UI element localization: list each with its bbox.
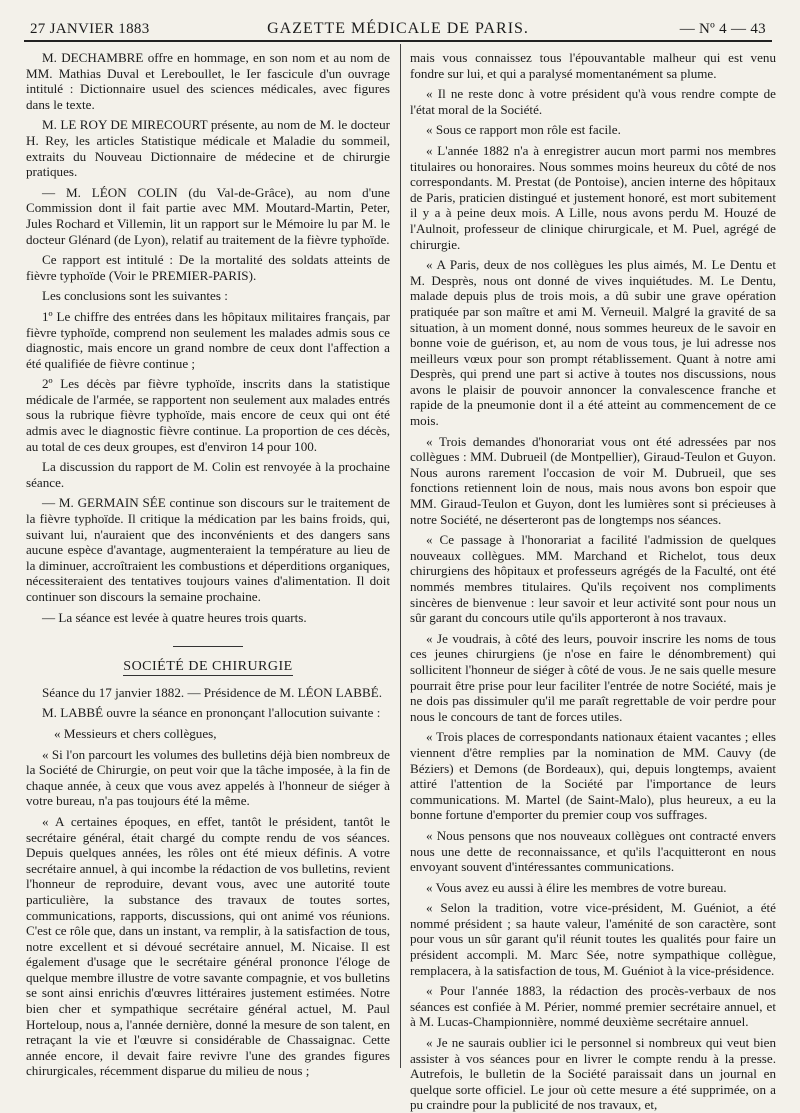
right-column [410, 50, 776, 1113]
paragraph: M. LE ROY DE MIRECOURT présente, au nom de M. le docteur H. Rey, les articles Statistique médicale et Maladie du sommeil, extraits du Nouveau Dictionnaire de médecine et de chirurgie pratiques. [26, 117, 390, 180]
paragraph: — M. LÉON COLIN (du Val-de-Grâce), au nom d'une Commission dont il fait partie avec MM. Moutard-Martin, Peter, Jules Rochard et Villemin, lit un rapport sur le Mémoire lu par M. le docteur Glénard (de Lyon), relatif au traitement de la fièvre typhoïde. [26, 184, 390, 247]
paragraph: Les conclusions sont les suivantes : [42, 288, 228, 304]
page-header [30, 14, 766, 38]
session-line: Séance du 17 janvier 1882. — Présidence de M. LÉON LABBÉ. [42, 684, 382, 700]
paragraph: « Selon la tradition, votre vice-président, M. Guéniot, a été nommé président ; sa haute valeur, l'aménité de son caractère, sont pour vous un sûr garant qu'il réunit toutes les qualités pour faire un président accompli. M. Marc Sée, notre sympathique collègue, remplacera, à la satisfaction de tous, M. Guéniot à la vice-présidence. [410, 900, 776, 978]
paragraph: « Nous pensons que nos nouveaux collègues ont contracté envers nous une dette de reconnaissance, et qu'ils l'acquitteront en nous envoyant souvent d'intéressantes communications. [410, 827, 776, 875]
column-divider [400, 44, 401, 1068]
paragraph: « Je voudrais, à côté des leurs, pouvoir inscrire les noms de tous ces jeunes chirurgiens (je n'ose en faire le dénombrement) qui sollicitent l'honneur de siéger à côté de vous. Je ne sais quelle mesure pourrait être prise pour leur faciliter l'entrée de notre Société, mais je ne dois pas dissimuler qu'il me paraît regrettable de voir perdre pour nous le concours de tant de forces utiles. [410, 630, 776, 724]
left-column [26, 50, 390, 1079]
paragraph: « Sous ce rapport mon rôle est facile. [426, 122, 621, 138]
issue-page-number: — Nº 4 — 43 [679, 21, 766, 37]
paragraph: mais vous connaissez tous l'épouvantable malheur qui est venu fondre sur lui, et qui a paralysé momentanément sa plume. [410, 50, 776, 81]
paragraph: M. LABBÉ ouvre la séance en prononçant l'allocution suivante : [42, 705, 381, 721]
header-rule [24, 40, 772, 42]
header-date: 27 JANVIER 1883 [30, 21, 150, 37]
paragraph: M. DECHAMBRE offre en hommage, en son nom et au nom de MM. Mathias Duval et Lereboullet, le Ier fascicule d'un ouvrage intitulé : Dictionnaire usuel des sciences médicales, avec figures dans le texte. [26, 50, 390, 112]
paragraph: 1º Le chiffre des entrées dans les hôpitaux militaires français, par fièvre typhoïde, comprend non seulement les malades admis sous ce diagnostic, mais encore un grand nombre de ceux dont l'affection a été qualifiée de fièvre continue ; [26, 308, 390, 371]
paragraph: Ce rapport est intitulé : De la mortalité des soldats atteints de fièvre typhoïde (Voir le PREMIER-PARIS). [26, 252, 390, 283]
paragraph: — La séance est levée à quatre heures trois quarts. [42, 609, 307, 625]
paragraph: « A Paris, deux de nos collègues les plus aimés, M. Le Dentu et M. Desprès, nous ont donné de vives inquiétudes. M. Le Dentu, malade depuis plus de trois mois, a dû subir une grave opération pratiquée par son maître et ami M. Verneuil. Malgré la gravité de sa situation, à un moment donné, nous sommes heureux de le savoir en bonne voie de guérison, et, au nom de vous tous, je lui adresse nos meilleurs vœux pour son prompt rétablissement. Quant à notre ami Desprès, qui prend une part si active à toutes nos discussions, nous avons le plaisir de pouvoir annoncer la convalescence franche et rapide de la pneumonie dont il a été atteint au commencement de ce mois. [410, 257, 776, 429]
paragraph: « Je ne saurais oublier ici le personnel si nombreux qui veut bien assister à vos séances pour en livrer le compte rendu à la presse. Autrefois, le bulletin de la Société paraissait dans un journal en quelque sorte officiel. Le jour où cette mesure a été supprimée, on a pu craindre pour la publicité de nos travaux, et, [410, 1035, 776, 1113]
paragraph: « Si l'on parcourt les volumes des bulletins déjà bien nombreux de la Société de Chirurgie, on peut voir que la tâche imposée, à la fin de chaque année, à ceux que vous avez appelés à l'honneur de siéger à votre bureau, n'a pas toujours été la même. [26, 746, 390, 809]
paragraph: « Vous avez eu aussi à élire les membres de votre bureau. [426, 879, 727, 895]
paragraph: « L'année 1882 n'a à enregistrer aucun mort parmi nos membres titulaires ou honoraires. Nous sommes moins heureux du côté de nos correspondants. M. Prestat (de Pontoise), ancien interne des hôpitaux de Paris, praticien distingué et justement honoré, est mort subitement il y a à peine deux mois. A Lille, nous avons perdu M. Houzé de l'Aulnoit, professeur de clinique chirurgicale, et M. Puel, agrégé de chirurgie. [410, 142, 776, 252]
journal-title: GAZETTE MÉDICALE DE PARIS. [267, 20, 529, 37]
paragraph: « Messieurs et chers collègues, [54, 725, 217, 741]
section-title-text: SOCIÉTÉ DE CHIRURGIE [123, 659, 293, 675]
paragraph: « Il ne reste donc à votre président qu'à vous rendre compte de l'état moral de la Société. [410, 86, 776, 117]
section-title [26, 659, 390, 675]
paragraph: « Trois demandes d'honorariat vous ont été adressées par nos collègues : MM. Dubrueil (de Montpellier), Giraud-Teulon et Guyon. Nous aurons rarement l'occasion de voir M. Dubrueil, que ses fonctions retiennent loin de nous, mais nous avons bon espoir que MM. Giraud-Teulon et Guyon, dont les lumières sont si précieuses à notre Société, ne déserteront pas de longtemps nos séances. [410, 433, 776, 527]
paragraph: La discussion du rapport de M. Colin est renvoyée à la prochaine séance. [26, 459, 390, 490]
paragraph: « Trois places de correspondants nationaux étaient vacantes ; elles viennent d'être remplies par la nomination de MM. Cauvy (de Béziers) et Demons (de Bordeaux), qui, depuis longtemps, avaient attiré l'attention de la Société par l'importance de leurs communications. M. Martel (de Saint-Malo), plus heureux, a eu la bonne fortune d'emporter du premier coup vos suffrages. [410, 729, 776, 823]
section-separator [26, 635, 390, 645]
paragraph: « Pour l'année 1883, la rédaction des procès-verbaux de nos séances est confiée à M. Périer, nommé premier secrétaire annuel, et à M. Lucas-Championnière, nommé deuxième secrétaire annuel. [410, 983, 776, 1030]
paragraph: — M. GERMAIN SÉE continue son discours sur le traitement de la fièvre typhoïde. Il critique la médication par les bains froids, qui, suivant lui, n'auraient que des inconvénients et des dangers sans aucune espèce d'avantage, augmenteraient la température au lieu de la diminuer, accroîtraient les combustions et déperditions organiques, nécessiteraient des tentatives toujours vaines d'alimentation. Il doit continuer son discours la semaine prochaine. [26, 495, 390, 604]
paragraph: « A certaines époques, en effet, tantôt le président, tantôt le secrétaire général, était chargé du compte rendu de vos séances. Depuis quelques années, les rôles ont été mieux définis. A votre secrétaire annuel, à qui incombe la rédaction de vos bulletins, revient l'honneur de reproduire, devant vous, avec une autorité toute particulière, la substance des travaux de toutes sortes, communications, rapports, discussions, qui ont animé vos réunions. C'est ce rôle que, dans un instant, va remplir, à la satisfaction de tous, notre excellent et si dévoué secrétaire annuel, M. Nicaise. Il est également d'usage que le secrétaire général prononce l'éloge de quelque membre illustre de votre savante compagnie, et vos bulletins se sont ainsi enrichis d'œuvres littéraires justement estimées. Notre bien cher et sympathique secrétaire général actuel, M. Paul Horteloup, nous a, l'année dernière, donné la mesure de son talent, en retraçant la vie et l'œuvre si considérable de Chassaignac. Cette année encore, il devait faire revivre l'une des grandes figures chirurgicales, récemment disparue du milieu de nous ; [26, 813, 390, 1079]
paragraph: 2º Les décès par fièvre typhoïde, inscrits dans la statistique médicale de l'armée, se rapportent non seulement aux malades entrés sous la rubrique fièvre typhoïde, mais encore de ceux qui ont été admis avec le diagnostic fièvre continue. La proportion de ces décès, au total de ces deux groupes, est d'environ 14 pour 100. [26, 376, 390, 454]
paragraph: « Ce passage à l'honorariat a facilité l'admission de quelques nouveaux collègues. MM. Marchand et Richelot, tous deux chirurgiens des hôpitaux et professeurs agrégés de la Faculté, ont été nommés membres titulaires. Qu'ils reçoivent nos compliments sincères de bienvenue : leur savoir et leur activité sont pour nous un sûr garant du concours utile qu'ils apporteront à nos travaux. [410, 532, 776, 626]
